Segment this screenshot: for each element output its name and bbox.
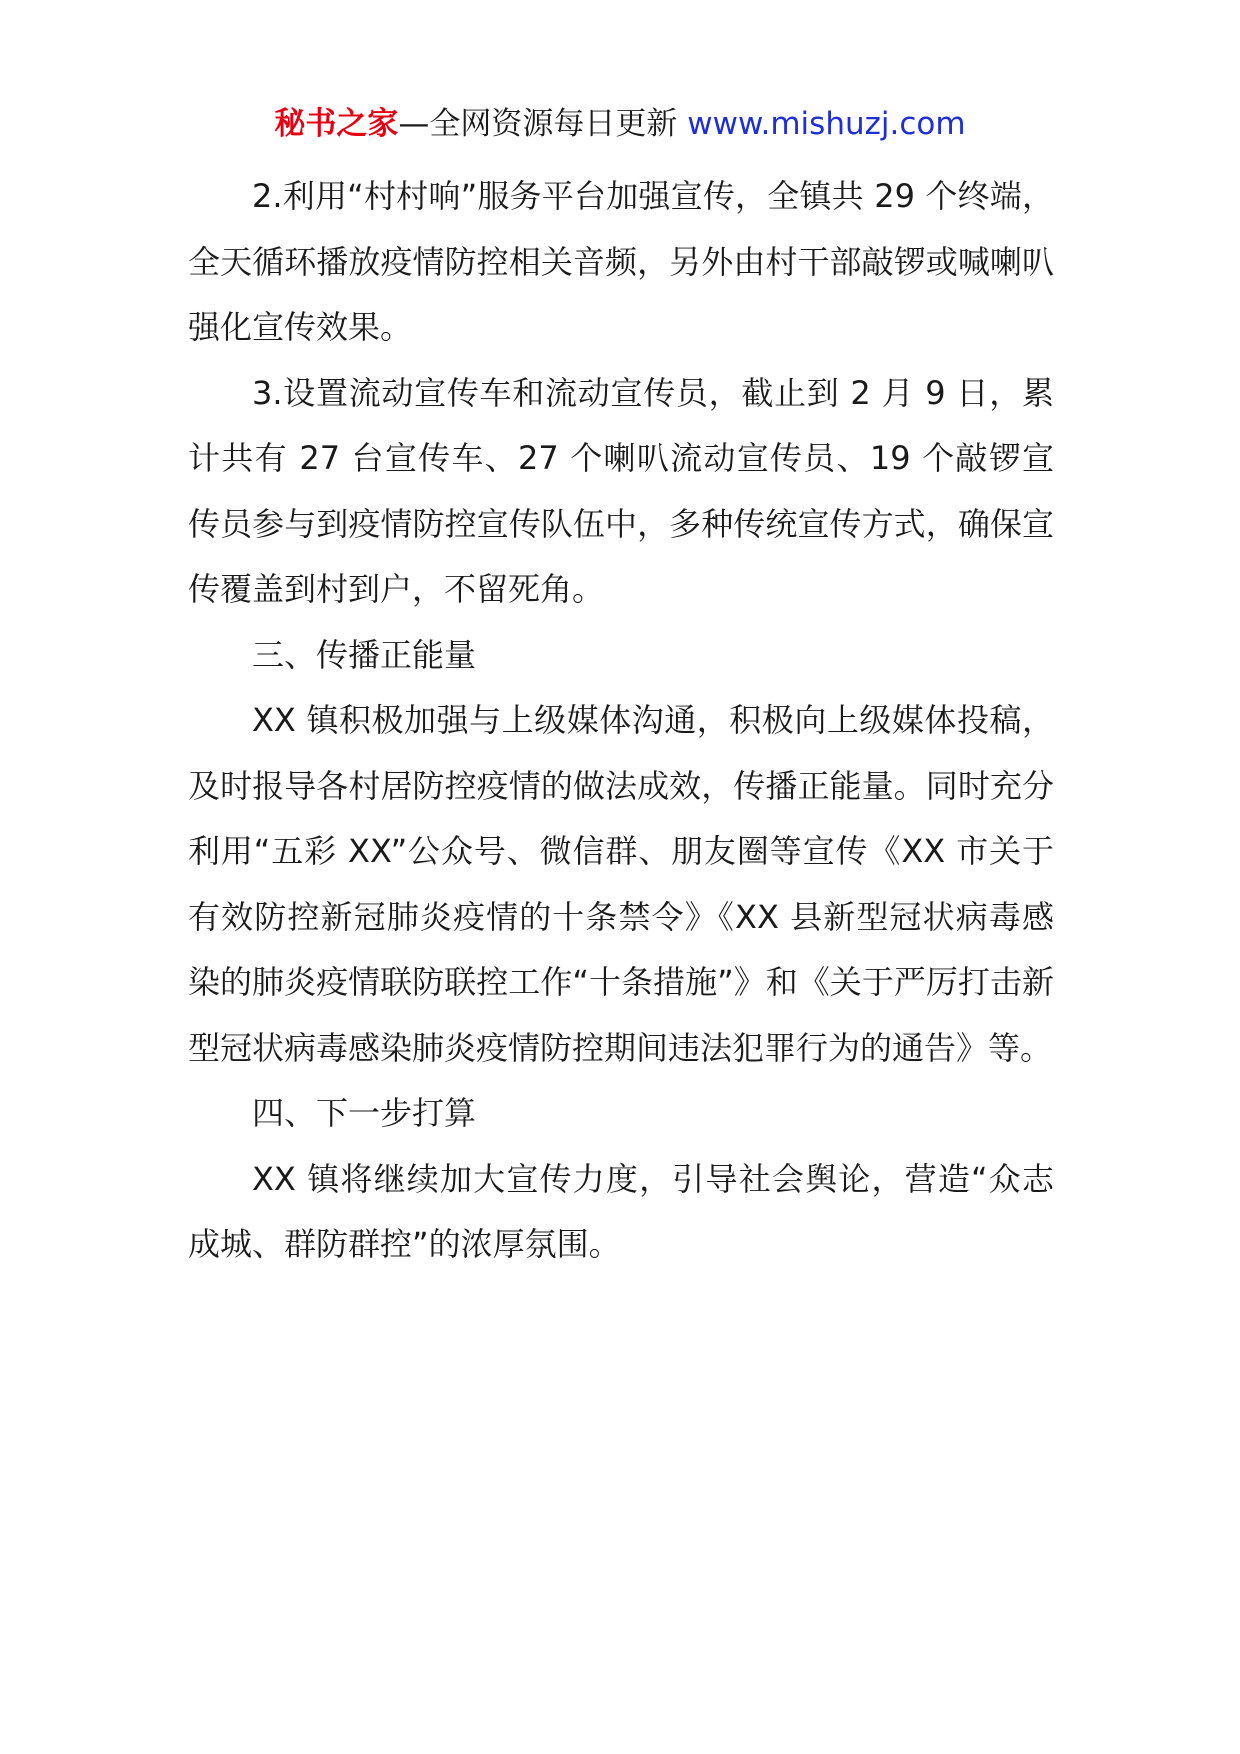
website-link[interactable]: www.mishuzj.com <box>687 106 966 142</box>
section-heading-positive-energy: 三、传播正能量 <box>252 635 477 674</box>
paragraph-next-steps: XX 镇将继续加大宣传力度，引导社会舆论，营造“众志成城、群防群控”的浓厚氛围。 <box>188 1159 1054 1263</box>
section-heading-next-steps: 四、下一步打算 <box>252 1094 477 1132</box>
paragraph-village-broadcast: 2.利用“村村响”服务平台加强宣传，全镇共 29 个终端，全天循环播放疫情防控相关音频，另外由村干部敲锣或喊喇叭强化宣传效果。 <box>188 177 1054 346</box>
page-header <box>0 102 1240 146</box>
brand-name: 秘书之家 <box>274 106 399 142</box>
document-body <box>188 164 1054 1278</box>
header-tagline: —全网资源每日更新 <box>398 106 678 142</box>
paragraph-mobile-promotion: 3.设置流动宣传车和流动宣传员，截止到 2 月 9 日，累计共有 27 台宣传车、27 个喇叭流动宣传员、19 个敲锣宣传员参与到疫情防控宣传队伍中，多种传统宣传方式，确保宣传覆盖到村到户，不留死角。 <box>188 373 1054 608</box>
paragraph-media-outreach: XX 镇积极加强与上级媒体沟通，积极向上级媒体投稿，及时报导各村居防控疫情的做法成效，传播正能量。同时充分利用“五彩 XX”公众号、微信群、朋友圈等宣传《XX 市关于有效防控新冠肺炎疫情的十条禁令》《XX 县新型冠状病毒感染的肺炎疫情联防联控工作“十条措施”》和《关于严厉打击新型冠状病毒感染肺炎疫情防控期间违法犯罪行为的通告》等。 <box>188 701 1054 1067</box>
